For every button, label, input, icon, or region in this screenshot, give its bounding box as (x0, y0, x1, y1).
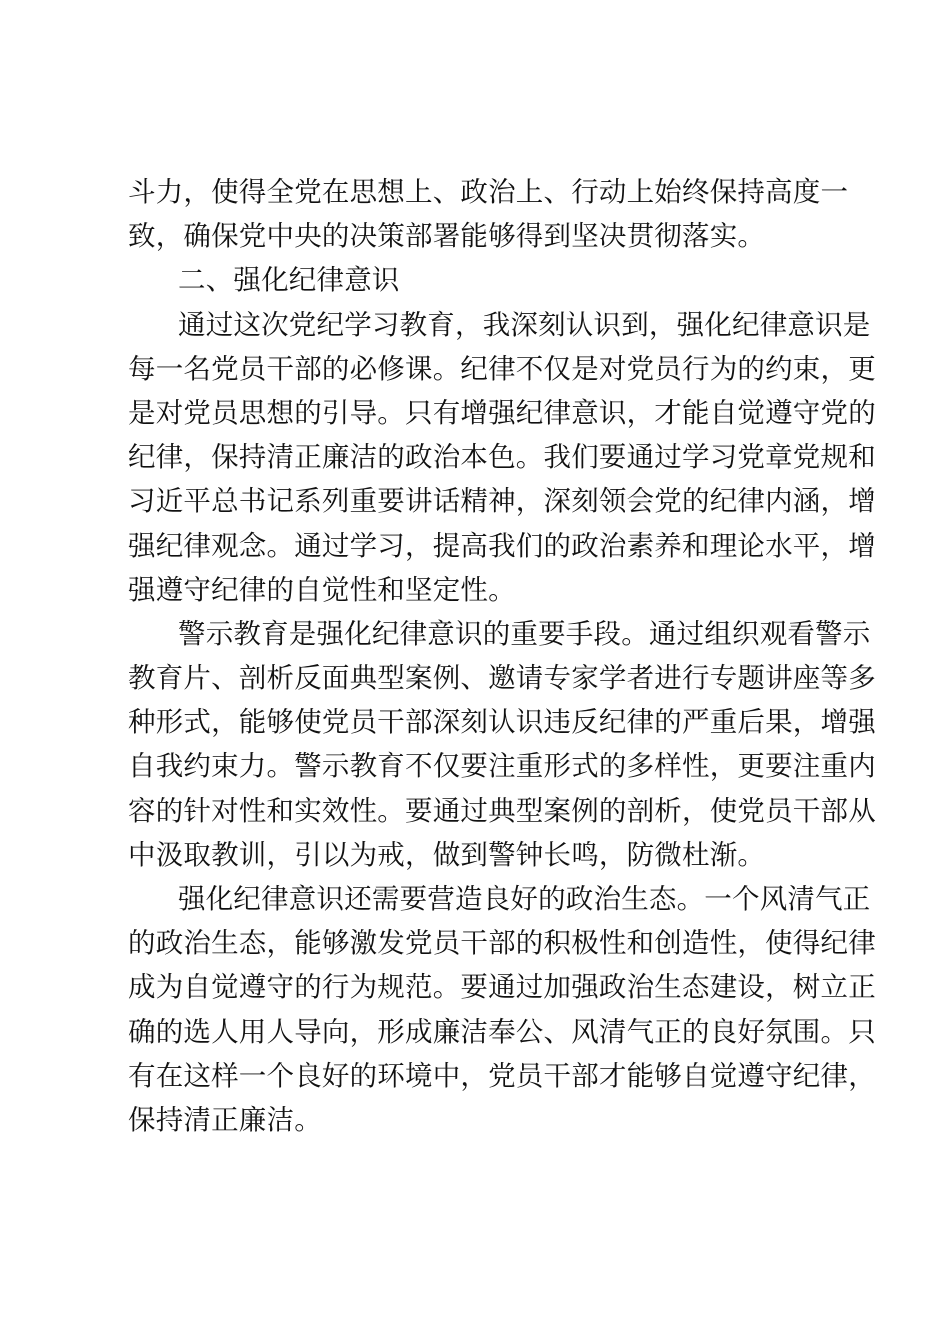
text-line: 斗力，使得全党在思想上、政治上、行动上始终保持高度一 (128, 176, 849, 208)
text-line: 每一名党员干部的必修课。纪律不仅是对党员行为的约束，更 (128, 352, 876, 385)
text-line: 成为自觉遵守的行为规范。要通过加强政治生态建设，树立正 (128, 971, 876, 1004)
text-line: 教育片、剖析反面典型案例、邀请专家学者进行专题讲座等多 (128, 662, 876, 695)
section-heading: 二、强化纪律意识 (178, 264, 400, 297)
document-body (128, 170, 876, 1142)
text-line: 强化纪律意识还需要营造良好的政治生态。一个风清气正 (178, 883, 871, 915)
text-line: 确的选人用人导向，形成廉洁奉公、风清气正的良好氛围。只 (128, 1015, 876, 1048)
text-line: 自我约束力。警示教育不仅要注重形式的多样性，更要注重内 (128, 750, 876, 783)
text-line: 容的针对性和实效性。要通过典型案例的剖析，使党员干部从 (128, 794, 876, 827)
text-line: 习近平总书记系列重要讲话精神，深刻领会党的纪律内涵，增 (128, 485, 876, 518)
text-line: 致，确保党中央的决策部署能够得到坚决贯彻落实。 (128, 220, 766, 253)
text-line: 是对党员思想的引导。只有增强纪律意识，才能自觉遵守党的 (128, 396, 876, 429)
text-line: 有在这样一个良好的环境中，党员干部才能够自觉遵守纪律， (128, 1059, 876, 1092)
text-line: 强遵守纪律的自觉性和坚定性。 (128, 573, 516, 606)
text-line: 警示教育是强化纪律意识的重要手段。通过组织观看警示 (178, 617, 871, 650)
text-line: 的政治生态，能够激发党员干部的积极性和创造性，使得纪律 (128, 927, 876, 960)
text-line: 保持清正廉洁。 (128, 1103, 322, 1136)
text-line: 强纪律观念。通过学习，提高我们的政治素养和理论水平，增 (128, 529, 876, 562)
text-line: 通过这次党纪学习教育，我深刻认识到，强化纪律意识是 (178, 308, 871, 341)
text-line: 纪律，保持清正廉洁的政治本色。我们要通过学习党章党规和 (128, 441, 876, 474)
text-line: 中汲取教训，引以为戒，做到警钟长鸣，防微杜渐。 (128, 838, 766, 871)
text-line: 种形式，能够使党员干部深刻认识违反纪律的严重后果，增强 (128, 706, 876, 739)
